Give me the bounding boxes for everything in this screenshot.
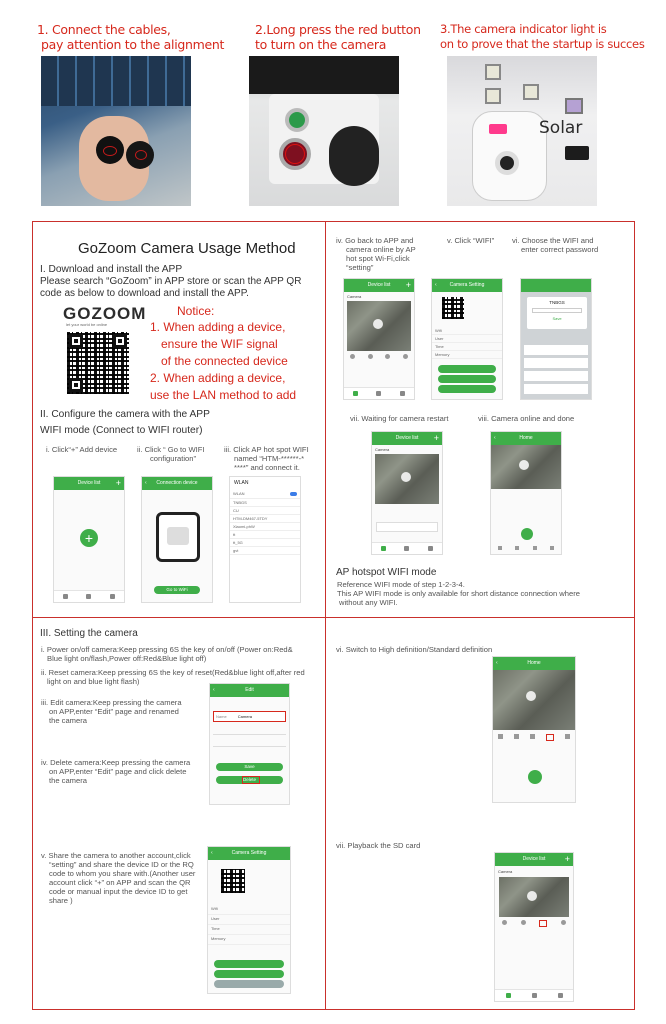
edit-line1: iii. Edit camera:Keep pressing the camera xyxy=(41,698,182,707)
live-view[interactable] xyxy=(493,670,575,730)
wifi-row[interactable]: Wifi xyxy=(432,327,502,335)
step3-caption: 3.The camera indicator light is on to prove that the startup is succes xyxy=(440,22,645,51)
step-vii-caption: vii. Waiting for camera restart xyxy=(350,414,449,423)
notice-line4: 2. When adding a device, xyxy=(150,371,286,385)
notice-line2: ensure the WIF signal xyxy=(161,337,278,351)
phone-wlan: WLAN WLAN TNBGS CU HTM-DM467-5TDY Xiaomi-phW tt tt_5G gvt xyxy=(229,476,301,603)
delete-line2: on APP,enter “Edit” page and click delete xyxy=(49,767,187,776)
step-viii-caption: viii. Camera online and done xyxy=(478,414,575,423)
phone-playback: Device list + Camera xyxy=(494,852,574,1002)
step-ii-caption1: ii. Click “ Go to WIFI xyxy=(137,445,205,454)
camera-preview[interactable] xyxy=(347,301,411,351)
power-line2: Blue light on/flash,Power off:Red&Blue light off) xyxy=(47,654,207,663)
time-row[interactable]: Time xyxy=(432,343,502,351)
notice-line1: 1. When adding a device, xyxy=(150,320,286,334)
reset-line2: light on and blue light flash) xyxy=(47,677,140,686)
solar-label: Solar xyxy=(539,118,583,138)
hd-toggle-icon[interactable] xyxy=(546,734,554,741)
wifi-network-item[interactable]: gvt xyxy=(230,547,300,555)
ap-line2: This AP WIFI mode is only available for short distance connection where xyxy=(337,589,580,598)
phone-device-list xyxy=(53,476,125,603)
share-line5: code or manual input the device ID to get xyxy=(49,887,188,896)
share-line1: v. Share the camera to another account,click xyxy=(41,851,191,860)
notice-title: Notice: xyxy=(177,304,215,318)
phone-device-list-online: Device list + Camera xyxy=(343,278,415,400)
step-vi-caption2: enter correct password xyxy=(521,245,599,254)
phone-camera-setting: ‹ Camera Setting Wifi User Time Memory xyxy=(431,278,503,400)
share-line6: share ) xyxy=(49,896,73,905)
camera-preview[interactable] xyxy=(499,877,569,917)
wifi-network-item[interactable]: HTM-DM467-5TDY xyxy=(230,515,300,523)
memory-row[interactable]: Memory xyxy=(432,351,502,359)
setting-icon[interactable] xyxy=(403,354,408,359)
button-photo xyxy=(249,56,399,206)
phone-home-online: ‹ Home xyxy=(490,431,562,555)
share-line2: “setting” and share the device ID or the RQ xyxy=(49,860,194,869)
screen-title: Device list xyxy=(395,435,419,441)
wifi-network-item[interactable]: TNBGS xyxy=(230,499,300,507)
wifi-network-item[interactable]: Xiaomi-phW xyxy=(230,523,300,531)
ssid-label: TNBGS xyxy=(549,300,565,305)
screen-title: Home xyxy=(519,435,533,441)
phone-hd-switch: ‹ Home xyxy=(492,656,576,803)
step-i-caption: i. Click“+” Add device xyxy=(46,445,118,454)
save-link[interactable]: Save xyxy=(552,316,562,321)
middle-divider xyxy=(32,617,635,618)
screen-title: Connection device xyxy=(156,480,198,486)
step-v-caption: v. Click “WIFI” xyxy=(447,236,495,245)
save-button[interactable]: Save xyxy=(216,763,283,771)
wifi-row[interactable]: Wifi xyxy=(208,905,290,915)
step-iv-caption3: hot spot Wi-Fi,click xyxy=(346,254,410,263)
cable-photo xyxy=(41,56,191,206)
center-divider xyxy=(325,221,326,1010)
s1-heading: I. Download and install the APP xyxy=(40,264,183,275)
indicator-photo xyxy=(447,56,597,206)
main-title: GoZoom Camera Usage Method xyxy=(78,240,296,257)
s1-line2: Please search “GoZoom” in APP store or scan the APP QR xyxy=(40,276,302,287)
step-iv-caption1: iv. Go back to APP and xyxy=(336,236,414,245)
add-device-button[interactable]: + xyxy=(80,529,98,547)
app-qr-code xyxy=(67,332,129,394)
step-iii-caption1: iii. Click AP hot spot WIFI xyxy=(224,445,309,454)
name-input[interactable]: Camera xyxy=(237,714,253,719)
delete-line3: the camera xyxy=(49,776,87,785)
screen-title: Camera Setting xyxy=(449,282,485,288)
screen-title: Device list xyxy=(522,856,546,862)
share-line4: account click “+” on APP and scan the QR xyxy=(49,878,191,887)
camera-name: Camera xyxy=(347,294,362,299)
delete-button[interactable]: Delete xyxy=(216,776,283,784)
device-qr-code xyxy=(442,297,464,319)
camera-preview[interactable] xyxy=(375,454,439,504)
reset-line1: ii. Reset camera:Keep pressing 6S the key of reset(Red&blue light off,after red xyxy=(41,668,305,677)
wifi-network-item[interactable]: tt xyxy=(230,531,300,539)
delete-line1: iv. Delete camera:Keep pressing the camera xyxy=(41,758,191,767)
notice-line5: use the LAN method to add xyxy=(150,388,297,402)
wifi-config-button[interactable]: Go to WiFi configuration xyxy=(154,586,200,594)
step-vi-caption1: vi. Choose the WIFI and xyxy=(512,236,594,245)
screen-title: Device list xyxy=(367,282,391,288)
wifi-network-item[interactable]: CU xyxy=(230,507,300,515)
phone-share-setting: ‹ Camera Setting Wifi User Time Memory xyxy=(207,846,291,994)
phone-restarting: Device list + Camera xyxy=(371,431,443,555)
step-ii-caption2: configuration” xyxy=(150,454,197,463)
memory-row[interactable]: Memory xyxy=(208,935,290,945)
live-view[interactable] xyxy=(491,445,561,489)
ap-heading: AP hotspot WIFI mode xyxy=(336,567,437,578)
wlan-toggle[interactable] xyxy=(290,492,297,496)
logo-tagline: let your world be online xyxy=(66,322,108,327)
share-qr-code xyxy=(221,869,245,893)
s2-heading1: II. Configure the camera with the APP xyxy=(40,409,210,420)
screen-title: Device list xyxy=(77,480,101,486)
gozoom-logo: GOZOOM xyxy=(63,304,147,323)
step1-caption: 1. Connect the cables, pay attention to the alignment xyxy=(37,22,225,52)
ap-line3: without any WIFI. xyxy=(339,598,398,607)
playback-caption: vii. Playback the SD card xyxy=(336,841,421,850)
user-row[interactable]: User xyxy=(432,335,502,343)
screen-title: Camera Setting xyxy=(231,850,267,856)
screen-title: Edit xyxy=(245,687,254,693)
phone-wifi-password xyxy=(520,278,592,400)
wifi-network-item[interactable]: tt_5G xyxy=(230,539,300,547)
screen-title: WLAN xyxy=(234,480,249,486)
screen-title: Home xyxy=(527,660,541,666)
phone-edit: ‹ Edit Name Camera Save Delete xyxy=(209,683,290,805)
hd-switch-caption: vi. Switch to High definition/Standard definition xyxy=(336,645,493,654)
edit-line2: on APP,enter “Edit” page and renamed xyxy=(49,707,179,716)
step-iv-caption4: “setting” xyxy=(346,263,374,272)
s2-heading2: WIFI mode (Connect to WIFI router) xyxy=(40,425,203,436)
phone-connection-device: ‹ Connection device Go to WiFi configuration xyxy=(141,476,213,603)
s1-line3: code as below to download and install the APP. xyxy=(40,288,249,299)
s3-heading: III. Setting the camera xyxy=(40,628,138,639)
step-iii-caption2: named “HTM-******-* xyxy=(234,454,305,463)
edit-line3: the camera xyxy=(49,716,87,725)
add-icon[interactable]: + xyxy=(115,478,121,488)
talk-button[interactable] xyxy=(521,528,533,540)
user-row[interactable]: User xyxy=(208,915,290,925)
name-label: Name xyxy=(216,714,227,719)
time-row[interactable]: Time xyxy=(208,925,290,935)
ap-line1: Reference WIFI mode of step 1-2-3-4. xyxy=(337,580,465,589)
step-iii-caption3: ****” and connect it. xyxy=(234,463,300,472)
step2-caption: 2.Long press the red button to turn on the camera xyxy=(255,22,421,52)
share-line3: code to whom you share with.(Another user xyxy=(49,869,196,878)
step-iv-caption2: camera online by AP xyxy=(346,245,416,254)
keyboard[interactable] xyxy=(524,344,588,396)
power-line1: i. Power on/off camera:Keep pressing 6S the key of on/off (Power on:Red& xyxy=(41,645,293,654)
playback-icon[interactable] xyxy=(539,920,547,927)
notice-line3: of the connected device xyxy=(161,354,288,368)
